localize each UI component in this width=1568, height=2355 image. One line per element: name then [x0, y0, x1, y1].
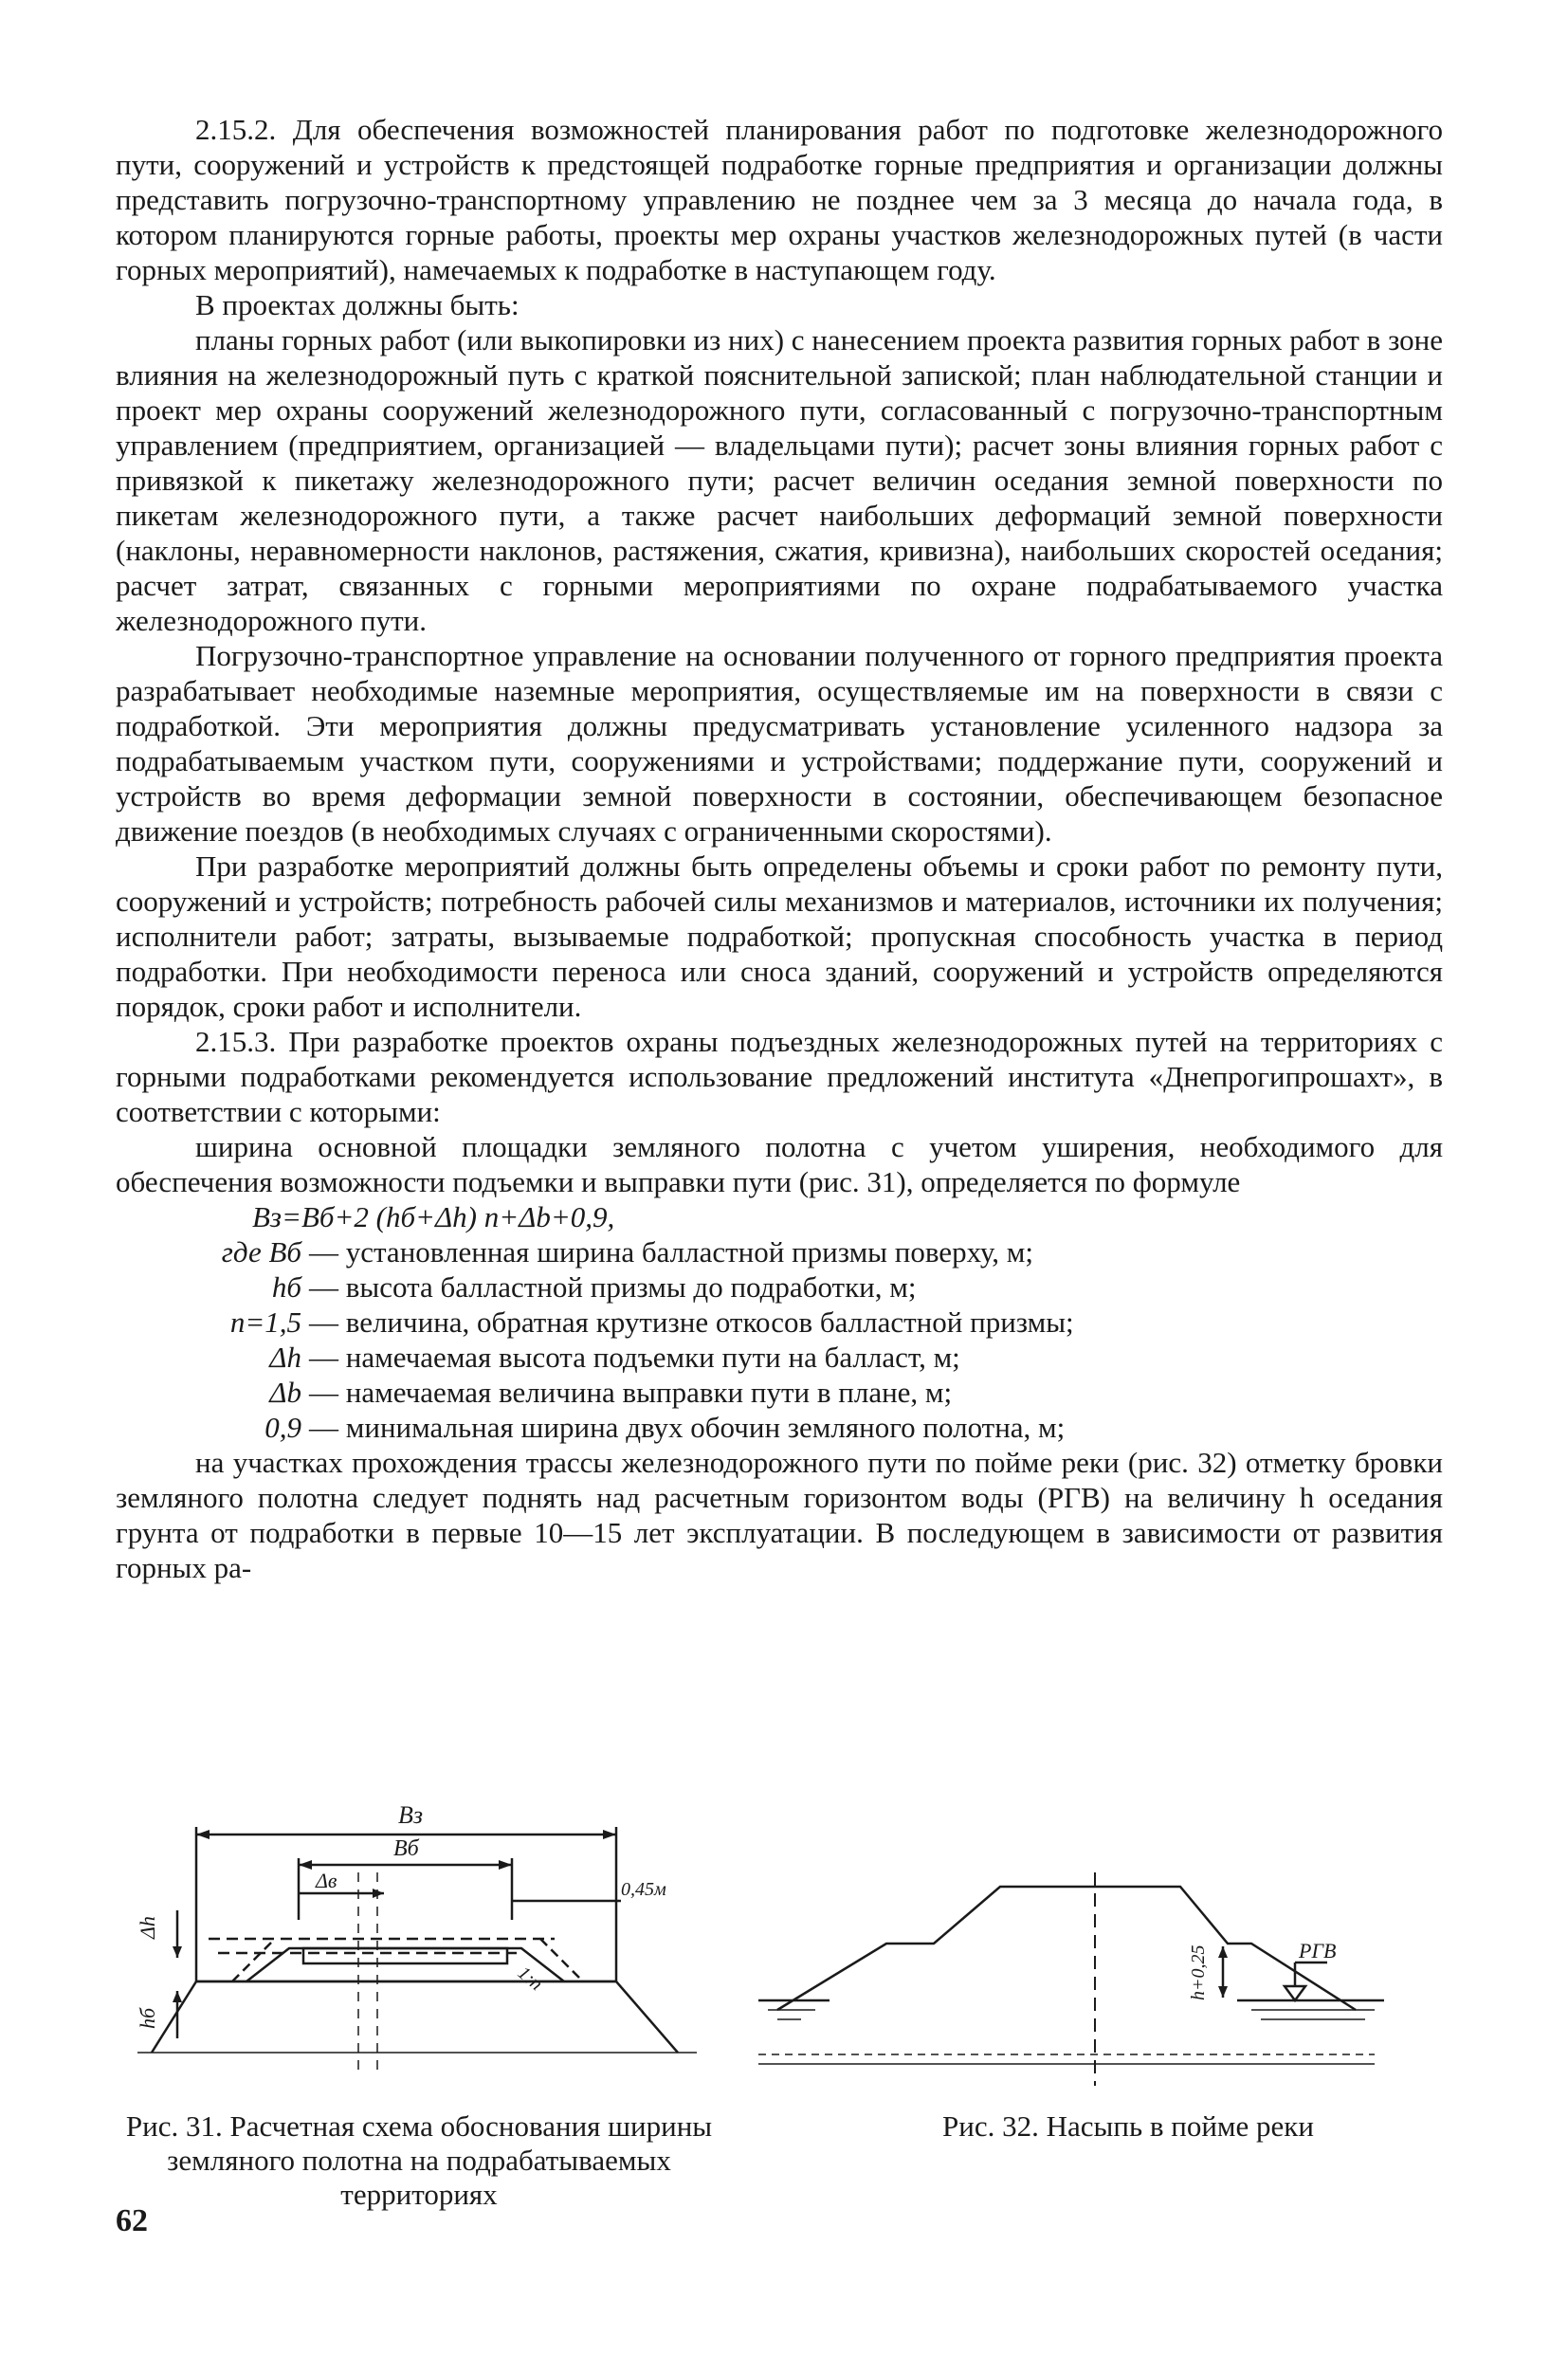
- paragraph-2-15-2: 2.15.2. Для обеспечения возможностей планирования работ по подготовке железнодорожного пути, сооружений и устройств к предстоящей подработке горные предприятия и организации должны представить погрузочно-транспортному управлению не позднее чем за 3 месяца до начала года, в котором планируются горные работы, проекты мер охраны участков железнодорожных путей (в части горных мероприятий), намечаемых к подработке в наступающем году.: [116, 113, 1443, 286]
- paragraph-transport-management: Погрузочно-транспортное управление на основании полученного от горного предприятия проекта разрабатывает необходимые наземные мероприятия, осуществляемые им на поверхности в связи с подработкой. Эти мероприятия должны предусматривать установление усиленного надзора за подрабатываемым участком пути, сооружениями и устройствами; поддержание пути, сооружений и устройств во время деформации земной поверхности в состоянии, обеспечивающем безопасное движение поездов (в необходимых случаях с ограниченными скоростями).: [116, 639, 1443, 848]
- definition-symbol: где Bб: [221, 1235, 301, 1269]
- definition-text: — величина, обратная крутизне откосов балластной призмы;: [309, 1305, 1074, 1339]
- definition-row: [116, 1269, 1443, 1305]
- paragraph-width-formula-intro: ширина основной площадки земляного полотна с учетом уширения, необходимого для обеспечения возможности подъемки и выправки пути (рис. 31), определяется по формуле: [116, 1130, 1443, 1198]
- paragraph-projects-list: планы горных работ (или выкопировки из них) с нанесением проекта развития горных работ в зоне влияния на железнодорожный путь с краткой пояснительной запиской; план наблюдательной станции и проект мер охраны сооружений железнодорожного пути, согласованный с погрузочно-транспортным управлением (предприятием, организацией — владельцами пути); расчет зоны влияния горных работ с привязкой к пикетажу железнодорожного пути; расчет величин оседания земной поверхности по пикетам железнодорожного пути, а также расчет наибольших деформаций земной поверхности (наклоны, неравномерности наклонов, растяжения, сжатия, кривизна), наибольших скоростей оседания; расчет затрат, связанных с горными мероприятиями по охране подрабатываемого участка железнодорожного пути.: [116, 323, 1443, 637]
- paragraph-measures: При разработке мероприятий должны быть определены объемы и сроки работ по ремонту пути, сооружений и устройств; потребность рабочей силы механизмов и материалов, источники их получения; исполнители работ; затраты, вызываемые подработкой; пропускная способность участка в период подработки. При необходимости переноса или сноса зданий, сооружений и устройств определяются порядок, сроки работ и исполнители.: [116, 849, 1443, 1023]
- label-dh: Δh: [136, 1916, 159, 1939]
- paragraph-projects-intro: В проектах должны быть:: [195, 288, 520, 321]
- formula: Bз=Bб+2 (hб+Δh) n+Δb+0,9,: [252, 1200, 615, 1233]
- definition-row: [116, 1340, 1443, 1375]
- definition-text: — минимальная ширина двух обочин земляного полотна, м;: [309, 1411, 1066, 1444]
- label-bb: Bб: [393, 1836, 419, 1861]
- label-045m: 0,45м: [621, 1879, 666, 1900]
- label-slope: 1:n: [513, 1962, 547, 1995]
- label-rgv: РГВ: [1299, 1939, 1337, 1962]
- formula-definitions: [116, 1234, 1443, 1445]
- definition-text: — намечаемая величина выправки пути в плане, м;: [309, 1376, 953, 1409]
- figure-32-diagram: [758, 1844, 1441, 2090]
- body-text: [116, 112, 1443, 1585]
- page-number: 62: [116, 2203, 148, 2238]
- definition-symbol: hб: [271, 1270, 301, 1304]
- label-db: Δв: [316, 1869, 337, 1892]
- definition-row: [116, 1305, 1443, 1340]
- definition-row: [116, 1410, 1443, 1445]
- definition-row: [116, 1234, 1443, 1269]
- figure-32-caption: Рис. 32. Насыпь в пойме реки: [942, 2109, 1314, 2143]
- figure-31-caption: Рис. 31. Расчетная схема обоснования ширины земляного полотна на подрабатываемых территориях: [125, 2109, 713, 2211]
- paragraph-floodplain: на участках прохождения трассы железнодорожного пути по пойме реки (рис. 32) отметку бровки земляного полотна следует поднять над расчетным горизонтом воды (РГВ) на величину h оседания грунта от подработки в первые 10—15 лет эксплуатации. В последующем в зависимости от развития горных ра-: [116, 1446, 1443, 1584]
- definition-symbol: n=1,5: [229, 1305, 301, 1339]
- definition-symbol: Δb: [269, 1376, 301, 1409]
- definition-row: [116, 1375, 1443, 1410]
- definition-text: — установленная ширина балластной призмы поверху, м;: [309, 1235, 1034, 1269]
- label-bz: Bз: [398, 1806, 424, 1829]
- label-h-plus: h+0,25: [1188, 1944, 1209, 2000]
- label-hb: hб: [136, 2007, 159, 2029]
- definition-symbol: Δh: [269, 1341, 301, 1374]
- paragraph-2-15-3: 2.15.3. При разработке проектов охраны подъездных железнодорожных путей на территориях с горными подработками рекомендуется использование предложений института «Днепрогипрошахт», в соответствии с которыми:: [116, 1025, 1443, 1128]
- figure-31-diagram: [109, 1806, 725, 2090]
- definition-text: — высота балластной призмы до подработки, м;: [309, 1270, 917, 1304]
- definition-symbol: 0,9: [264, 1411, 301, 1444]
- definition-text: — намечаемая высота подъемки пути на балласт, м;: [309, 1341, 960, 1374]
